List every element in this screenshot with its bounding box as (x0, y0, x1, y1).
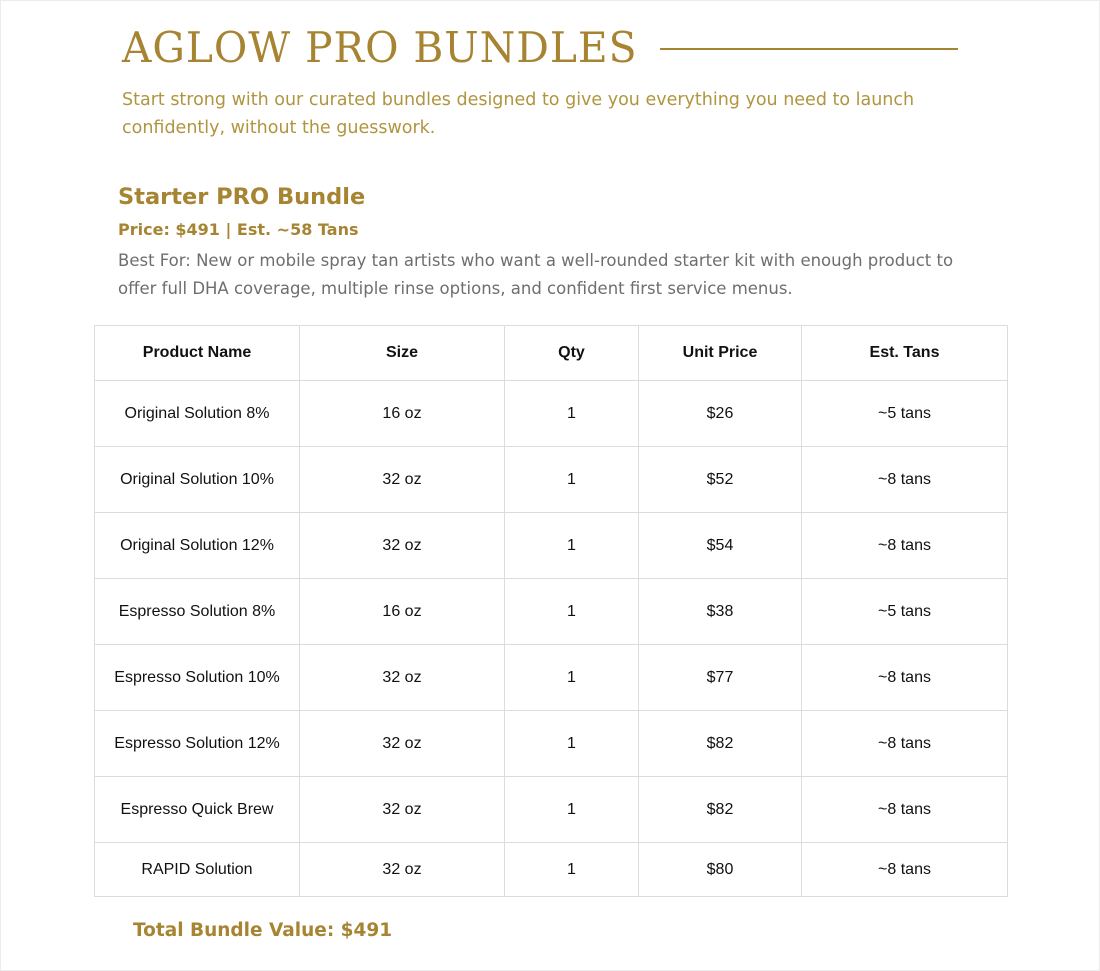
table-row (95, 579, 1008, 645)
cell-size: 32 oz (300, 447, 505, 513)
cell-est-tans: ~8 tans (802, 843, 1008, 897)
cell-qty: 1 (505, 513, 639, 579)
header-qty: Qty (505, 326, 639, 381)
page-title: AGLOW PRO BUNDLES (122, 23, 638, 72)
cell-product-name: RAPID Solution (95, 843, 300, 897)
table-row (95, 777, 1008, 843)
cell-unit-price: $82 (639, 777, 802, 843)
cell-unit-price: $54 (639, 513, 802, 579)
cell-product-name: Espresso Solution 12% (95, 711, 300, 777)
cell-size: 16 oz (300, 579, 505, 645)
cell-size: 16 oz (300, 381, 505, 447)
cell-est-tans: ~8 tans (802, 447, 1008, 513)
cell-est-tans: ~5 tans (802, 579, 1008, 645)
cell-size: 32 oz (300, 513, 505, 579)
intro-text: Start strong with our curated bundles designed to give you everything you need to launch confidently, without the guesswork. (122, 90, 915, 138)
header-est-tans: Est. Tans (802, 326, 1008, 381)
bundle-title: Starter PRO Bundle (118, 184, 366, 210)
header-unit-price: Unit Price (639, 326, 802, 381)
cell-unit-price: $52 (639, 447, 802, 513)
table-row (95, 711, 1008, 777)
cell-unit-price: $38 (639, 579, 802, 645)
cell-product-name: Espresso Solution 8% (95, 579, 300, 645)
cell-qty: 1 (505, 777, 639, 843)
bundle-description: Best For: New or mobile spray tan artists who want a well-rounded starter kit with enough product to offer full DHA coverage, multiple rinse options, and confident first service menus. (118, 251, 954, 298)
cell-qty: 1 (505, 381, 639, 447)
cell-est-tans: ~8 tans (802, 645, 1008, 711)
cell-unit-price: $80 (639, 843, 802, 897)
table-row (95, 381, 1008, 447)
cell-qty: 1 (505, 579, 639, 645)
cell-size: 32 oz (300, 843, 505, 897)
cell-product-name: Original Solution 10% (95, 447, 300, 513)
table-row (95, 645, 1008, 711)
cell-unit-price: $77 (639, 645, 802, 711)
cell-est-tans: ~8 tans (802, 711, 1008, 777)
cell-est-tans: ~8 tans (802, 513, 1008, 579)
cell-est-tans: ~5 tans (802, 381, 1008, 447)
cell-qty: 1 (505, 645, 639, 711)
header-product-name: Product Name (95, 326, 300, 381)
cell-est-tans: ~8 tans (802, 777, 1008, 843)
table-header-row (95, 326, 1008, 381)
products-table (94, 325, 1008, 897)
header-size: Size (300, 326, 505, 381)
cell-qty: 1 (505, 447, 639, 513)
table-row (95, 843, 1008, 897)
bundle-price: Price: $491 | Est. ~58 Tans (118, 220, 359, 239)
table-row (95, 513, 1008, 579)
cell-qty: 1 (505, 711, 639, 777)
cell-qty: 1 (505, 843, 639, 897)
header (122, 22, 653, 74)
cell-size: 32 oz (300, 711, 505, 777)
table-row (95, 447, 1008, 513)
cell-size: 32 oz (300, 645, 505, 711)
cell-product-name: Original Solution 12% (95, 513, 300, 579)
cell-product-name: Espresso Solution 10% (95, 645, 300, 711)
cell-unit-price: $26 (639, 381, 802, 447)
cell-product-name: Espresso Quick Brew (95, 777, 300, 843)
cell-size: 32 oz (300, 777, 505, 843)
cell-product-name: Original Solution 8% (95, 381, 300, 447)
title-divider (660, 48, 958, 50)
total-bundle-value: Total Bundle Value: $491 (133, 920, 393, 941)
cell-unit-price: $82 (639, 711, 802, 777)
